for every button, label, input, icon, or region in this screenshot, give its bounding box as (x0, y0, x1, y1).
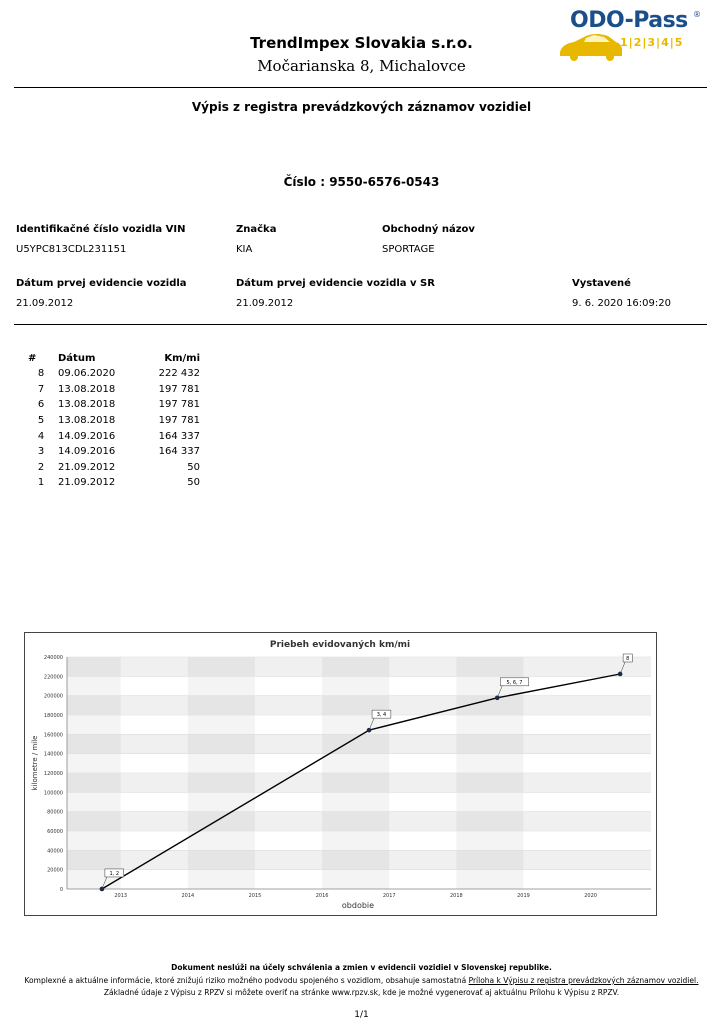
record-date: 09.06.2020 (58, 368, 116, 380)
chart-y-tick-label: 0 (59, 887, 63, 893)
table-row (28, 475, 200, 491)
chart-y-tick-label: 140000 (43, 751, 63, 758)
first-registration-sr-value: 21.09.2012 (236, 298, 294, 309)
table-row (28, 444, 200, 460)
table-row (28, 366, 200, 382)
odo-pass-logo (556, 8, 706, 66)
document-number: Číslo : 9550-6576-0543 (283, 175, 440, 189)
record-km: 197 781 (158, 399, 200, 411)
logo-text: ODO-Pass (570, 8, 688, 33)
chart-y-tick-label: 20000 (47, 867, 63, 874)
footer-info-line (0, 976, 723, 985)
table-header-row (28, 353, 200, 366)
chart-point-label: 5, 6, 7 (506, 679, 523, 686)
record-number: 6 (37, 399, 45, 411)
chart-point-label: 8 (626, 655, 630, 662)
brand-label: Značka (236, 224, 277, 235)
column-header-number: # (28, 353, 37, 364)
company-address: Močarianska 8, Michalovce (257, 57, 466, 75)
chart-y-tick-label: 120000 (43, 771, 63, 777)
record-date: 14.09.2016 (58, 446, 116, 458)
chart-y-axis-label: kilometre / míle (31, 735, 39, 791)
record-km: 197 781 (158, 415, 200, 427)
chart-x-tick-label: 2013 (114, 893, 128, 899)
chart-y-tick-label: 60000 (47, 829, 63, 835)
mileage-chart (24, 632, 657, 916)
logo-registered-mark: ® (693, 10, 701, 19)
chart-y-tick-label: 220000 (43, 674, 63, 681)
record-km: 164 337 (158, 430, 200, 442)
footer-verify-line: Základné údaje z Výpisu z RPZV si môžete overiť na stránke www.rpzv.sk, kde je možné vygenerovať aj aktuálnu Prílohu k Výpisu z RPZV. (103, 988, 620, 997)
record-km: 222 432 (158, 368, 200, 380)
record-number: 7 (37, 383, 45, 395)
column-header-date: Dátum (58, 353, 96, 364)
first-registration-sr-label: Dátum prvej evidencie vozidla v SR (236, 278, 435, 289)
table-row (28, 428, 200, 444)
record-date: 13.08.2018 (58, 399, 116, 411)
chart-x-tick-label: 2017 (382, 893, 396, 899)
record-km: 50 (187, 477, 200, 489)
table-row (28, 460, 200, 476)
chart-x-tick-label: 2019 (517, 893, 530, 899)
company-name: TrendImpex Slovakia s.r.o. (250, 34, 473, 52)
odometer-records-table (28, 353, 200, 491)
record-date: 13.08.2018 (58, 383, 116, 395)
record-number: 4 (37, 430, 45, 442)
document-title: Výpis z registra prevádzkových záznamov vozidiel (191, 100, 532, 114)
chart-x-tick-label: 2015 (248, 893, 262, 899)
chart-point-label: 1, 2 (109, 870, 120, 877)
chart-y-tick-label: 100000 (43, 790, 63, 797)
chart-point-label: 3, 4 (376, 712, 387, 719)
chart-title: Priebeh evidovaných km/mi (269, 640, 411, 650)
record-km: 164 337 (158, 446, 200, 458)
page-number: 1/1 (354, 1010, 369, 1020)
record-date: 21.09.2012 (58, 461, 116, 473)
record-km: 50 (187, 461, 200, 473)
trade-name-label: Obchodný názov (382, 224, 475, 235)
record-number: 3 (37, 446, 45, 458)
record-number: 2 (37, 461, 45, 473)
record-number: 5 (37, 415, 45, 427)
first-registration-value: 21.09.2012 (16, 298, 74, 309)
brand-value: KIA (236, 244, 253, 255)
chart-data-point (495, 696, 500, 701)
chart-x-tick-label: 2014 (181, 893, 195, 899)
record-number: 1 (37, 477, 45, 489)
info-divider (14, 324, 707, 325)
chart-data-point (618, 672, 623, 677)
table-row (28, 397, 200, 413)
chart-y-tick-label: 80000 (47, 809, 63, 816)
first-registration-label: Dátum prvej evidencie vozidla (16, 278, 187, 289)
table-row (28, 382, 200, 398)
record-date: 14.09.2016 (58, 430, 116, 442)
record-date: 21.09.2012 (58, 477, 116, 489)
issued-value: 9. 6. 2020 16:09:20 (572, 298, 671, 309)
chart-y-tick-label: 40000 (47, 848, 63, 855)
chart-y-tick-label: 160000 (43, 732, 63, 739)
chart-x-tick-label: 2020 (584, 893, 597, 899)
chart-x-tick-label: 2016 (315, 893, 329, 899)
chart-y-tick-label: 240000 (43, 655, 63, 661)
record-date: 13.08.2018 (58, 415, 116, 427)
table-row (28, 413, 200, 429)
footer-info-text: Komplexné a aktuálne informácie, ktoré znižujú riziko možného podvodu spojeného s vozidlom, obsahuje samostatná (24, 976, 469, 985)
issued-label: Vystavené (572, 278, 631, 289)
mileage-chart-svg (25, 633, 656, 915)
column-header-km: Km/mi (164, 353, 200, 364)
chart-y-tick-label: 200000 (43, 693, 63, 700)
chart-y-tick-label: 180000 (43, 713, 63, 719)
record-km: 197 781 (158, 383, 200, 395)
vin-value: U5YPC813CDL231151 (16, 244, 127, 255)
chart-x-tick-label: 2018 (449, 893, 463, 899)
vin-label: Identifikačné číslo vozidla VIN (16, 224, 186, 235)
footer-disclaimer: Dokument neslúži na účely schválenia a zmien v evidencii vozidiel v Slovenskej republike. (171, 963, 552, 972)
chart-x-axis-label: obdobie (341, 901, 375, 910)
record-number: 8 (37, 368, 45, 380)
trade-name-value: SPORTAGE (382, 244, 435, 255)
logo-digits: 1|2|3|4|5 (620, 36, 684, 49)
header-divider (14, 87, 707, 88)
footer-attachment-link[interactable]: Príloha k Výpisu z registra prevádzkových záznamov vozidiel. (468, 976, 699, 985)
